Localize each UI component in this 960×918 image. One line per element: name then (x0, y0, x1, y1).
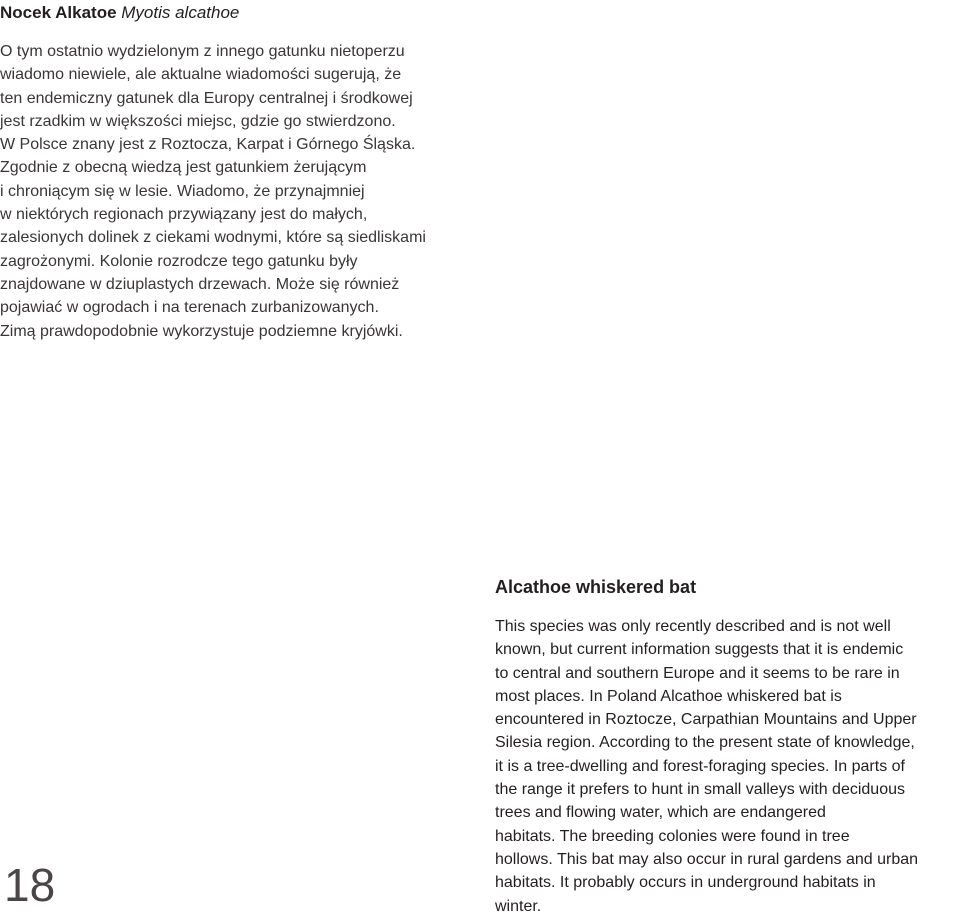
polish-text-line: pojawiać w ogrodach i na terenach zurbanizowanych. (0, 299, 379, 317)
polish-species-title (0, 2, 239, 24)
english-text-line: habitats. The breeding colonies were found in tree (495, 827, 850, 845)
english-species-title: Alcathoe whiskered bat (495, 577, 697, 597)
polish-text-line: znajdowane w dziuplastych drzewach. Może się również (0, 275, 400, 293)
english-text-line: to central and southern Europe and it seems to be rare in (495, 664, 900, 682)
page-number: 18 (4, 859, 56, 911)
polish-text-line: zalesionych dolinek z ciekami wodnymi, które są siedliskami (0, 229, 426, 247)
english-text-line: Silesia region. According to the present state of knowledge, (495, 734, 915, 752)
english-text-line: This species was only recently described and is not well (495, 618, 891, 635)
polish-text-line: W Polsce znany jest z Roztocza, Karpat i Górnego Śląska. (0, 136, 416, 154)
polish-text-line: O tym ostatnio wydzielonym z innego gatunku nietoperzu (0, 43, 405, 60)
english-text-line: winter. (495, 897, 542, 915)
english-text-line: it is a tree-dwelling and forest-foraging species. In parts of (495, 757, 905, 775)
latin-species-name: Myotis alcathoe (121, 3, 240, 22)
polish-text-line: w niektórych regionach przywiązany jest do małych, (0, 206, 368, 224)
polish-text-line: Zgodnie z obecną wiedzą jest gatunkiem żerującym (0, 159, 367, 177)
english-text-line: habitats. It probably occurs in underground habitats in (495, 874, 876, 892)
polish-common-name: Nocek Alkatoe (0, 3, 117, 22)
polish-text-line: i chroniącym się w lesie. Wiadomo, że przynajmniej (0, 182, 365, 200)
polish-text-line: wiadomo niewiele, ale aktualne wiadomości sugerują, że (0, 66, 402, 84)
english-text-line: most places. In Poland Alcathoe whiskered bat is (495, 687, 842, 705)
english-text-line: known, but current information suggests that it is endemic (495, 641, 904, 659)
polish-description (0, 40, 426, 343)
english-text-line: trees and flowing water, which are endangered (495, 804, 826, 822)
english-text-line: hollows. This bat may also occur in rural gardens and urban (495, 850, 919, 868)
polish-text-line: ten endemiczny gatunek dla Europy centralnej i środkowej (0, 89, 413, 107)
english-text-line: encountered in Roztocze, Carpathian Mountains and Upper (495, 711, 917, 729)
english-description (495, 615, 918, 918)
polish-text-line: zagrożonymi. Kolonie rozrodcze tego gatunku były (0, 252, 358, 270)
polish-text-line: jest rzadkim w większości miejsc, gdzie go stwierdzono. (0, 112, 396, 130)
polish-text-line: Zimą prawdopodobnie wykorzystuje podziemne kryjówki. (0, 322, 403, 340)
english-text-line: the range it prefers to hunt in small valleys with deciduous (495, 781, 905, 799)
